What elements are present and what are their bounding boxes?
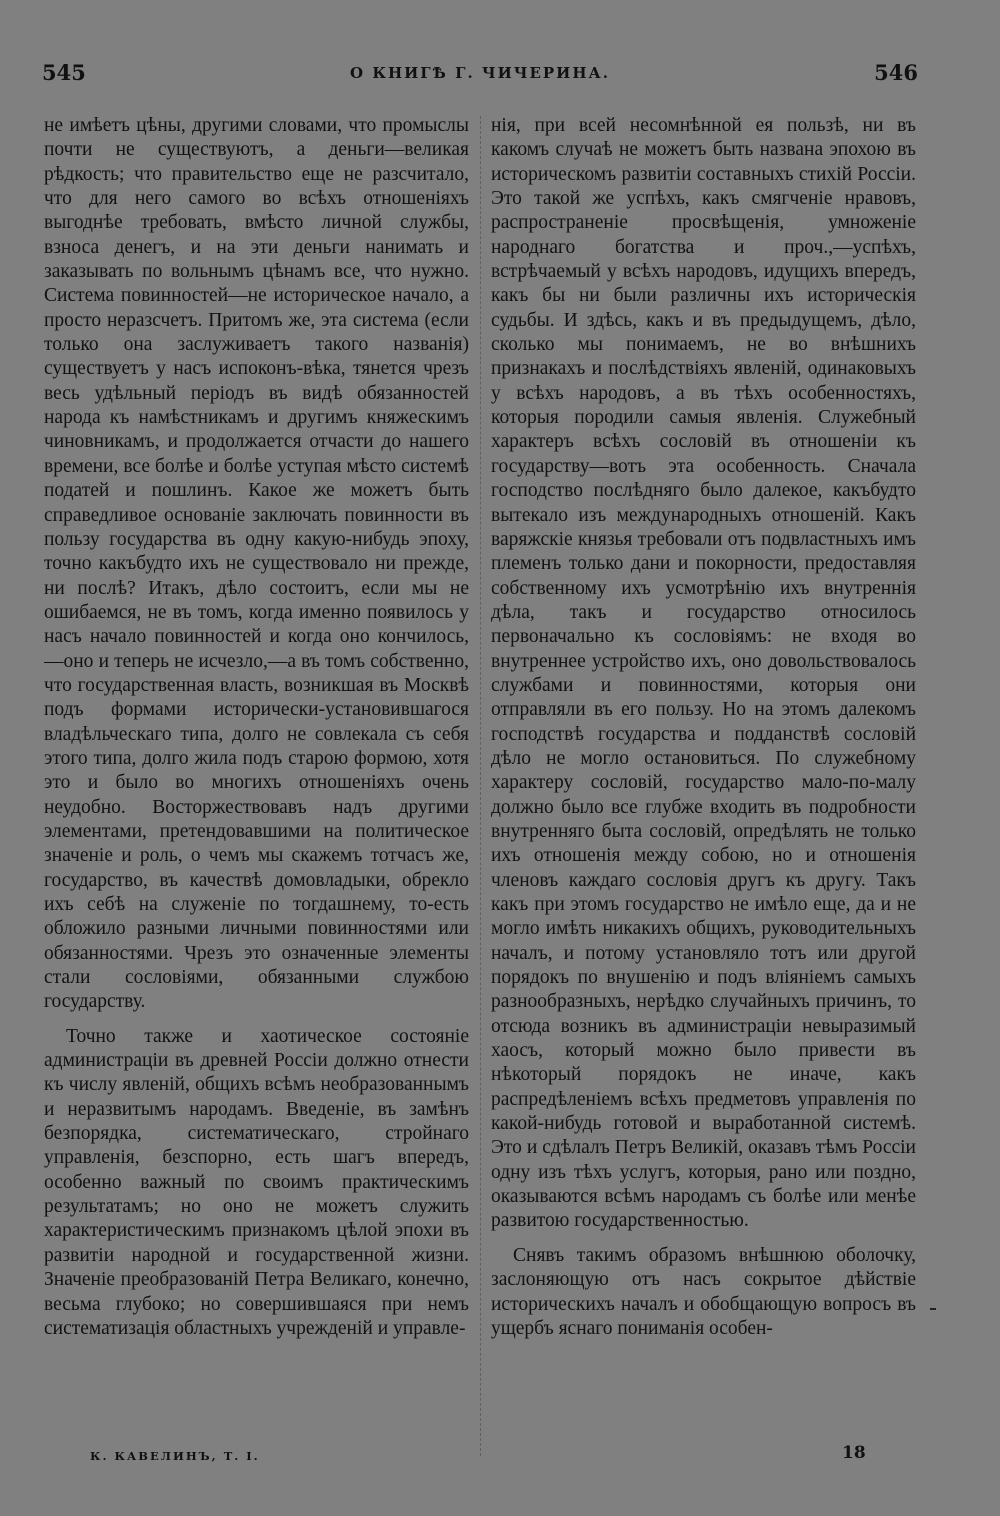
- page-number-left: 545: [42, 60, 86, 85]
- right-paragraph-1: нія, при всей несомнѣнной ея пользѣ, ни въ какомъ случаѣ не можетъ быть названа эпохою въ историческомъ развитіи составныхъ стихій Россіи. Это такой же успѣхъ, какъ смягченіе нравовъ, распространеніе просвѣщенія, умноженіе народнаго богатства и проч.,—успѣхъ, встрѣчаемый у всѣхъ народовъ, идущихъ впередъ, какъ бы ни были различны ихъ историческія судьбы. И здѣсь, какъ и въ предыдущемъ, дѣло, сколько мы понимаемъ, не во внѣшнихъ признакахъ и послѣдствіяхъ явленій, одинаковыхъ у всѣхъ народовъ, а въ тѣхъ особенностяхъ, которыя породили самыя явленія. Служебный характеръ всѣхъ сословій въ отношеніи къ государству—вотъ эта особенность. Сначала господство послѣдняго было далекое, какъбудто вытекало изъ международныхъ отношеній. Какъ варяжскіе князья требовали отъ подвластныхъ имъ племенъ только дани и покорности, предоставляя собственному ихъ усмотрѣнію ихъ внутреннія дѣла, такъ и государство относилось первоначально къ сословіямъ: не входя во внутреннее устройство ихъ, оно довольствовалось службами и повинностями, которыя они отправляли въ его пользу. Но на этомъ далекомъ господствѣ государства и подданствѣ сословій дѣло не могло остановиться. По служебному характеру сословій, государство мало-по-малу должно было все глубже входить въ подробности внутренняго быта сословій, опредѣлять не только ихъ отношенія между собою, но и отношенія членовъ каждаго сословія другъ къ другу. Такъ какъ при этомъ государство не имѣло еще, да и не могло имѣть никакихъ общихъ, руководительныхъ началъ, и потому установляло тотъ или другой порядокъ по внушенію и подъ вліяніемъ самыхъ разнообразныхъ, нерѣдко случайныхъ причинъ, то отсюда возникъ въ администраціи невыразимый хаосъ, который можно было привести въ нѣкоторый порядокъ не иначе, какъ распредѣленіемъ всѣхъ предметовъ управленія по какой-нибудь готовой и выработанной системѣ. Это и сдѣлалъ Петръ Великій, оказавъ тѣмъ Россіи одну изъ тѣхъ услугъ, которыя, рано или поздно, оказываются всѣмъ народамъ съ болѣе или менѣе развитою государственностью.: [491, 115, 916, 1232]
- right-column: [491, 114, 916, 1454]
- running-title: О КНИГѢ Г. ЧИЧЕРИНА.: [350, 64, 610, 82]
- page-footer: [90, 1443, 918, 1471]
- column-divider: [480, 116, 482, 1456]
- print-speck: [930, 1308, 936, 1310]
- left-paragraph-1: не имѣетъ цѣны, другими словами, что промыслы почти не существуютъ, а деньги—великая рѣдкость; что правительство еще не разсчитало, что для него самого во всѣхъ отношеніяхъ выгоднѣе требовать, вмѣсто личной службы, взноса денегъ, и на эти деньги нанимать и заказывать по вольнымъ цѣнамъ все, что нужно. Система повинностей—не историческое начало, а просто неразсчетъ. Притомъ же, эта система (если только она заслуживаетъ такого названія) существуетъ у насъ испоконъ-вѣка, тянется чрезъ весь удѣльный періодъ въ видѣ обязанностей народа къ намѣстникамъ и другимъ княжескимъ чиновникамъ, и продолжается отчасти до нашего времени, все болѣе и болѣе уступая мѣсто системѣ податей и пошлинъ. Какое же можетъ быть справедливое основаніе заключать повинности въ пользу государства въ одну какую-нибудь эпоху, точно какъбудто ихъ не существовало ни прежде, ни послѣ? Итакъ, дѣло состоитъ, если мы не ошибаемся, не въ томъ, когда именно появилось у насъ начало повинностей и когда оно кончилось,—оно и теперь не исчезло,—а въ томъ собственно, что государственная власть, возникшая въ Москвѣ подъ формами исторически-установившагося владѣльческаго типа, долго не совлекала съ себя этого типа, долго жила подъ старою формою, хотя это и было во многихъ отношеніяхъ очень неудобно. Восторжествовавъ надъ другими элементами, претендовавшими на политическое значеніе и роль, о чемъ мы скажемъ тотчасъ же, государство, въ качествѣ домовладыки, обрекло ихъ себѣ на служеніе по тогдашнему, то-есть обложило разными личными повинностями или обязанностями. Чрезъ это означенные элементы стали сословіями, обязанными службою государству.: [44, 115, 469, 1013]
- left-paragraph-2: Точно также и хаотическое состояніе администраціи въ древней Россіи должно отнести къ числу явленій, общихъ всѣмъ необразованнымъ и неразвитымъ народамъ. Введеніе, въ замѣнъ безпорядка, систематическаго, стройнаго управленія, безспорно, есть шагъ впередъ, особенно важный по своимъ практическимъ результатамъ; но оно не можетъ служить характеристическимъ признакомъ цѣлой эпохи въ развитіи народной и государственной жизни. Значеніе преобразованій Петра Великаго, конечно, весьма глубоко; но совершившаяся при немъ систематизація областныхъ учрежденій и управле-: [44, 1025, 469, 1339]
- left-column: [44, 114, 469, 1454]
- sheet-number: 18: [842, 1443, 866, 1463]
- page-number-right: 546: [874, 60, 918, 85]
- printer-signature: К. КАВЕЛИНЪ, Т. I.: [90, 1449, 260, 1463]
- page-header: [42, 60, 918, 94]
- right-paragraph-2: Снявъ такимъ образомъ внѣшнюю оболочку, заслоняющую отъ насъ сокрытое дѣйствіе историческихъ началъ и обобщающую вопросъ въ ущербъ яснаго пониманія особен-: [491, 1244, 916, 1339]
